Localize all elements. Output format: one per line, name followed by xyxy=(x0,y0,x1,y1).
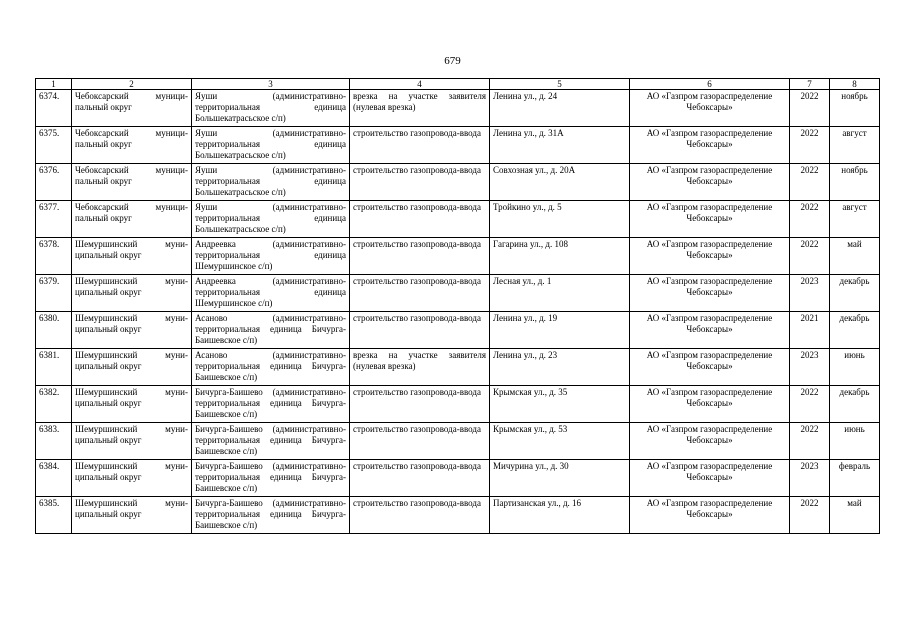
address-cell: Совхозная ул., д. 20А xyxy=(490,164,630,201)
organization-cell: АО «Газпром газораспределение Чебоксары» xyxy=(630,423,790,460)
row-number: 6375. xyxy=(36,127,72,164)
year-cell: 2023 xyxy=(790,460,830,497)
organization-cell: АО «Газпром газораспределение Чебоксары» xyxy=(630,238,790,275)
month-cell: август xyxy=(830,127,880,164)
month-cell: декабрь xyxy=(830,275,880,312)
district-cell: Чебоксарский муници-пальный округ xyxy=(72,127,192,164)
district-cell: Шемуршинский муни-ципальный округ xyxy=(72,349,192,386)
organization-cell: АО «Газпром газораспределение Чебоксары» xyxy=(630,90,790,127)
organization-cell: АО «Газпром газораспределение Чебоксары» xyxy=(630,164,790,201)
year-cell: 2022 xyxy=(790,238,830,275)
header-cell: 3 xyxy=(192,79,350,90)
district-cell: Шемуршинский муни-ципальный округ xyxy=(72,275,192,312)
row-number: 6379. xyxy=(36,275,72,312)
organization-cell: АО «Газпром газораспределение Чебоксары» xyxy=(630,460,790,497)
gas-connection-table xyxy=(35,78,880,534)
month-cell: май xyxy=(830,238,880,275)
header-row xyxy=(36,79,880,90)
table-row xyxy=(36,238,880,275)
header-cell: 4 xyxy=(350,79,490,90)
table-row xyxy=(36,275,880,312)
district-cell: Шемуршинский муни-ципальный округ xyxy=(72,497,192,534)
settlement-cell: Бичурга-Баишево (административно-территориальная единица Бичурга-Баишевское с/п) xyxy=(192,423,350,460)
settlement-cell: Бичурга-Баишево (административно-территориальная единица Бичурга-Баишевское с/п) xyxy=(192,460,350,497)
district-cell: Шемуршинский муни-ципальный округ xyxy=(72,423,192,460)
header-cell: 7 xyxy=(790,79,830,90)
row-number: 6378. xyxy=(36,238,72,275)
address-cell: Ленина ул., д. 24 xyxy=(490,90,630,127)
year-cell: 2022 xyxy=(790,423,830,460)
district-cell: Чебоксарский муници-пальный округ xyxy=(72,164,192,201)
work-type-cell: строительство газопровода-ввода xyxy=(350,460,490,497)
table-row xyxy=(36,349,880,386)
address-cell: Крымская ул., д. 53 xyxy=(490,423,630,460)
row-number: 6377. xyxy=(36,201,72,238)
row-number: 6382. xyxy=(36,386,72,423)
organization-cell: АО «Газпром газораспределение Чебоксары» xyxy=(630,127,790,164)
table-row xyxy=(36,312,880,349)
table-row xyxy=(36,497,880,534)
row-number: 6385. xyxy=(36,497,72,534)
year-cell: 2023 xyxy=(790,275,830,312)
year-cell: 2022 xyxy=(790,386,830,423)
header-cell: 2 xyxy=(72,79,192,90)
month-cell: май xyxy=(830,497,880,534)
organization-cell: АО «Газпром газораспределение Чебоксары» xyxy=(630,312,790,349)
year-cell: 2021 xyxy=(790,312,830,349)
month-cell: декабрь xyxy=(830,386,880,423)
row-number: 6384. xyxy=(36,460,72,497)
work-type-cell: врезка на участке заявителя (нулевая врезка) xyxy=(350,349,490,386)
header-cell: 8 xyxy=(830,79,880,90)
settlement-cell: Бичурга-Баишево (административно-территориальная единица Бичурга-Баишевское с/п) xyxy=(192,497,350,534)
month-cell: февраль xyxy=(830,460,880,497)
month-cell: август xyxy=(830,201,880,238)
month-cell: июнь xyxy=(830,423,880,460)
row-number: 6380. xyxy=(36,312,72,349)
table-row xyxy=(36,127,880,164)
year-cell: 2022 xyxy=(790,201,830,238)
address-cell: Ленина ул., д. 31А xyxy=(490,127,630,164)
work-type-cell: строительство газопровода-ввода xyxy=(350,275,490,312)
address-cell: Крымская ул., д. 35 xyxy=(490,386,630,423)
header-cell: 5 xyxy=(490,79,630,90)
settlement-cell: Яуши (административно-территориальная единица Большекатрасьское с/п) xyxy=(192,164,350,201)
year-cell: 2022 xyxy=(790,497,830,534)
table-row xyxy=(36,460,880,497)
district-cell: Шемуршинский муни-ципальный округ xyxy=(72,460,192,497)
work-type-cell: строительство газопровода-ввода xyxy=(350,423,490,460)
table-row xyxy=(36,386,880,423)
organization-cell: АО «Газпром газораспределение Чебоксары» xyxy=(630,386,790,423)
district-cell: Шемуршинский муни-ципальный округ xyxy=(72,386,192,423)
work-type-cell: строительство газопровода-ввода xyxy=(350,127,490,164)
month-cell: июнь xyxy=(830,349,880,386)
year-cell: 2022 xyxy=(790,90,830,127)
work-type-cell: строительство газопровода-ввода xyxy=(350,312,490,349)
header-cell: 1 xyxy=(36,79,72,90)
month-cell: ноябрь xyxy=(830,90,880,127)
settlement-cell: Бичурга-Баишево (административно-территориальная единица Бичурга-Баишевское с/п) xyxy=(192,386,350,423)
settlement-cell: Андреевка (административно-территориальная единица Шемуршинское с/п) xyxy=(192,275,350,312)
settlement-cell: Яуши (административно-территориальная единица Большекатрасьское с/п) xyxy=(192,201,350,238)
work-type-cell: строительство газопровода-ввода xyxy=(350,497,490,534)
table-row xyxy=(36,423,880,460)
month-cell: ноябрь xyxy=(830,164,880,201)
row-number: 6381. xyxy=(36,349,72,386)
address-cell: Гагарина ул., д. 108 xyxy=(490,238,630,275)
work-type-cell: строительство газопровода-ввода xyxy=(350,386,490,423)
row-number: 6376. xyxy=(36,164,72,201)
table-row xyxy=(36,90,880,127)
district-cell: Чебоксарский муници-пальный округ xyxy=(72,201,192,238)
settlement-cell: Асаново (административно-территориальная единица Бичурга-Баишевское с/п) xyxy=(192,312,350,349)
address-cell: Тройкино ул., д. 5 xyxy=(490,201,630,238)
organization-cell: АО «Газпром газораспределение Чебоксары» xyxy=(630,349,790,386)
organization-cell: АО «Газпром газораспределение Чебоксары» xyxy=(630,497,790,534)
row-number: 6374. xyxy=(36,90,72,127)
address-cell: Ленина ул., д. 19 xyxy=(490,312,630,349)
settlement-cell: Андреевка (административно-территориальная единица Шемуршинское с/п) xyxy=(192,238,350,275)
work-type-cell: строительство газопровода-ввода xyxy=(350,238,490,275)
table-row xyxy=(36,201,880,238)
header-cell: 6 xyxy=(630,79,790,90)
settlement-cell: Яуши (административно-территориальная единица Большекатрасьское с/п) xyxy=(192,90,350,127)
work-type-cell: строительство газопровода-ввода xyxy=(350,164,490,201)
year-cell: 2023 xyxy=(790,349,830,386)
organization-cell: АО «Газпром газораспределение Чебоксары» xyxy=(630,201,790,238)
year-cell: 2022 xyxy=(790,127,830,164)
district-cell: Шемуршинский муни-ципальный округ xyxy=(72,312,192,349)
page-number: 679 xyxy=(444,55,461,67)
settlement-cell: Яуши (административно-территориальная единица Большекатрасьское с/п) xyxy=(192,127,350,164)
organization-cell: АО «Газпром газораспределение Чебоксары» xyxy=(630,275,790,312)
table-row xyxy=(36,164,880,201)
address-cell: Ленина ул., д. 23 xyxy=(490,349,630,386)
row-number: 6383. xyxy=(36,423,72,460)
district-cell: Шемуршинский муни-ципальный округ xyxy=(72,238,192,275)
month-cell: декабрь xyxy=(830,312,880,349)
address-cell: Лесная ул., д. 1 xyxy=(490,275,630,312)
year-cell: 2022 xyxy=(790,164,830,201)
work-type-cell: врезка на участке заявителя (нулевая врезка) xyxy=(350,90,490,127)
district-cell: Чебоксарский муници-пальный округ xyxy=(72,90,192,127)
address-cell: Мичурина ул., д. 30 xyxy=(490,460,630,497)
address-cell: Партизанская ул., д. 16 xyxy=(490,497,630,534)
settlement-cell: Асаново (административно-территориальная единица Бичурга-Баишевское с/п) xyxy=(192,349,350,386)
work-type-cell: строительство газопровода-ввода xyxy=(350,201,490,238)
